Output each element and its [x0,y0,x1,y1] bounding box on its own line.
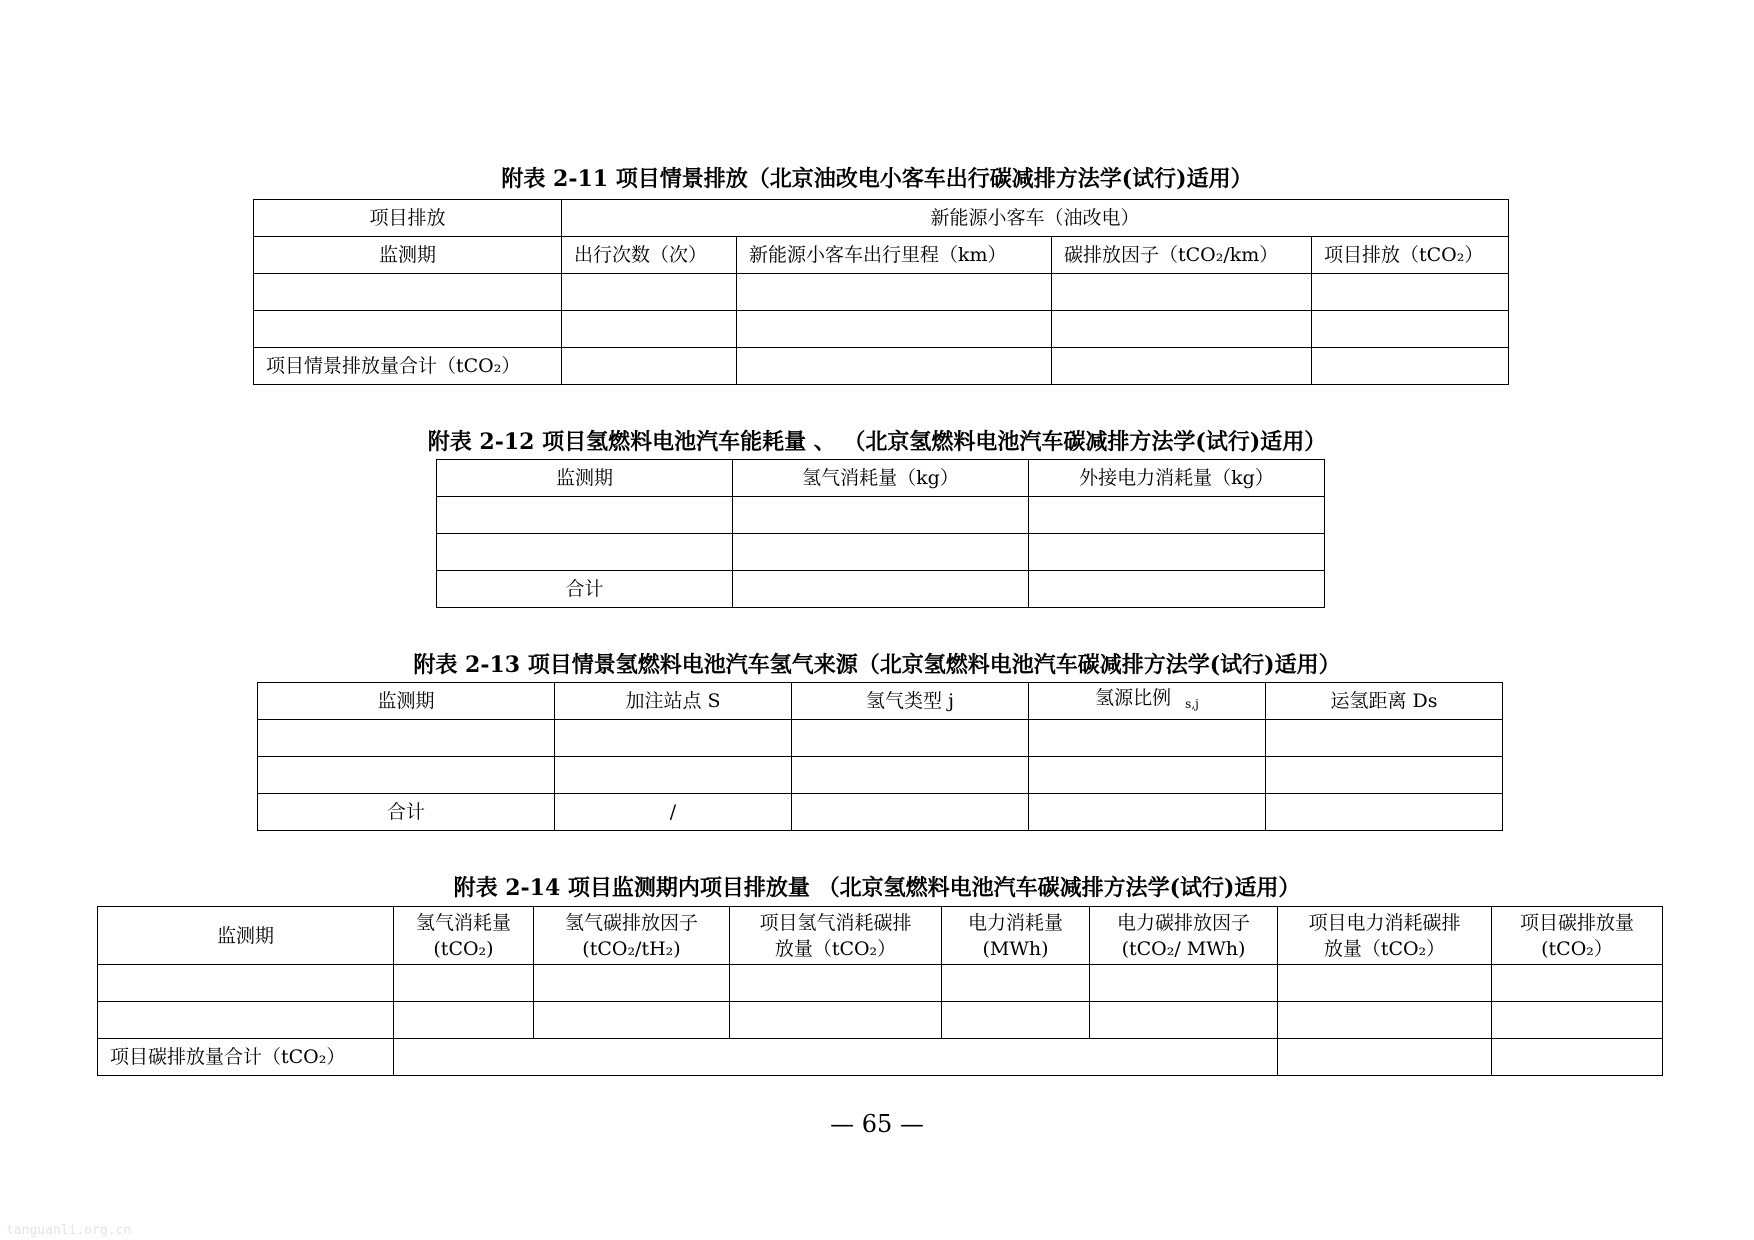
table-2-14 [97,906,1663,1076]
header-cell: 新能源小客车（油改电） [562,200,1509,237]
watermark: tanguanli.org.cn [6,1223,132,1238]
total-label: 合计 [437,571,733,608]
header-cell: 监测期 [254,237,562,274]
total-label: 项目情景排放量合计（tCO₂） [254,348,562,385]
header-cell: 项目排放 [254,200,562,237]
table-row [98,1039,1663,1076]
table-row [258,720,1503,757]
header-cell: 电力消耗量 (MWh) [942,907,1090,965]
header-cell: 加注站点 S [555,683,792,720]
header-cell: 外接电力消耗量（kg） [1029,460,1325,497]
table-row [98,1002,1663,1039]
header-cell: 项目排放（tCO₂） [1312,237,1509,274]
table-2-14-title: 附表 2-14 项目监测期内项目排放量 （北京氢燃料电池汽车碳减排方法学(试行)适用） [453,875,1301,901]
table-2-12-title: 附表 2-12 项目氢燃料电池汽车能耗量 、 （北京氢燃料电池汽车碳减排方法学(试行)适用） [427,429,1327,455]
table-row [437,497,1325,534]
table-row [258,757,1503,794]
total-label: 项目碳排放量合计（tCO₂） [98,1039,394,1076]
table-row [258,794,1503,831]
header-cell: 项目碳排放量 (tCO₂） [1492,907,1663,965]
table-row [98,965,1663,1002]
header-cell: 监测期 [437,460,733,497]
header-cell: 氢气消耗量 (tCO₂) [394,907,534,965]
table-2-11-title: 附表 2-11 项目情景排放（北京油改电小客车出行碳减排方法学(试行)适用） [501,166,1253,192]
header-cell: 运氢距离 Ds [1266,683,1503,720]
header-cell: 电力碳排放因子 (tCO₂/ MWh) [1090,907,1278,965]
table-row [437,534,1325,571]
header-cell: 项目氢气消耗碳排 放量（tCO₂） [730,907,942,965]
table-2-13 [257,682,1503,831]
header-cell: 碳排放因子（tCO₂/km） [1052,237,1312,274]
header-cell: 氢气类型 j [792,683,1029,720]
table-row [254,274,1509,311]
table-row [254,348,1509,385]
header-cell: 氢源比例 $_{s,j}$ [1029,683,1266,720]
header-cell: 新能源小客车出行里程（km） [737,237,1052,274]
header-cell: 氢气碳排放因子 (tCO₂/tH₂) [534,907,730,965]
header-cell: 监测期 [98,907,394,965]
table-2-12 [436,459,1325,608]
slash-cell: / [555,794,792,831]
header-cell: 监测期 [258,683,555,720]
table-2-11 [253,199,1509,385]
header-cell: 出行次数（次） [562,237,737,274]
header-cell: 氢气消耗量（kg） [733,460,1029,497]
table-row [254,311,1509,348]
table-2-13-title: 附表 2-13 项目情景氢燃料电池汽车氢气来源（北京氢燃料电池汽车碳减排方法学(试行)适用） [413,652,1341,678]
table-row [437,571,1325,608]
total-label: 合计 [258,794,555,831]
header-cell: 项目电力消耗碳排 放量（tCO₂） [1278,907,1492,965]
page-number: — 65 — [830,1110,924,1138]
